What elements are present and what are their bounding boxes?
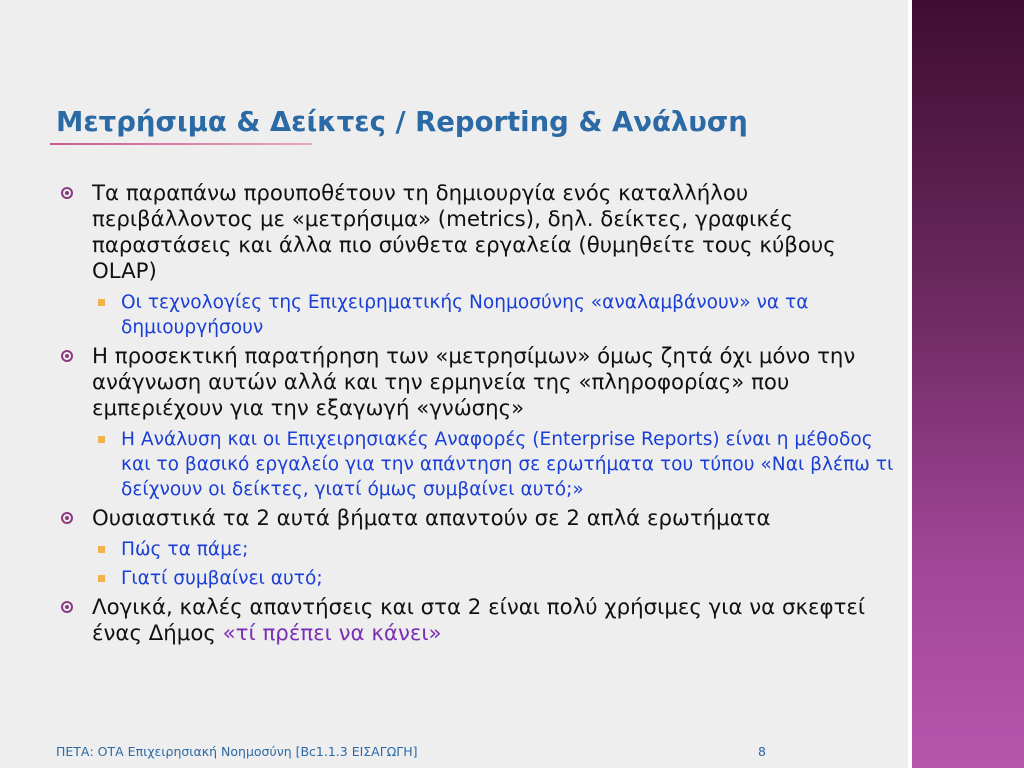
sub-bullet-item bbox=[56, 290, 896, 340]
square-bullet-icon bbox=[98, 299, 105, 306]
circle-bullet-icon bbox=[61, 512, 73, 524]
title-underline bbox=[50, 143, 312, 145]
sub-bullet-text: Η Ανάλυση και οι Επιχειρησιακές Αναφορές (Enterprise Reports) είναι η μέθοδος και το βασικό εργαλείο για την απάντηση σε ερωτήματα του τύπου «Ναι βλέπω τι δείχνουν οι δείκτες, γιατί όμως συμβαίνει αυτό;» bbox=[121, 429, 894, 500]
circle-bullet-icon bbox=[61, 350, 73, 362]
bullet-item bbox=[56, 181, 896, 285]
emphasis-text: «τί πρέπει να κάνει» bbox=[222, 621, 442, 646]
sub-bullet-item bbox=[56, 566, 896, 591]
bullet-item bbox=[56, 344, 896, 422]
sub-bullet-text: Οι τεχνολογίες της Επιχειρηματικής Νοημοσύνης «αναλαμβάνουν» να τα δημιουργήσουν bbox=[121, 292, 809, 338]
bullet-text: Η προσεκτική παρατήρηση των «μετρησίμων» όμως ζητά όχι μόνο την ανάγνωση αυτών αλλά και την ερμηνεία της «πληροφορίας» που εμπεριέχουν για την εξαγωγή «γνώσης» bbox=[92, 344, 856, 421]
bullet-item bbox=[56, 595, 896, 647]
sub-bullet-item bbox=[56, 537, 896, 562]
side-band-divider bbox=[908, 0, 912, 768]
bullet-text: Τα παραπάνω προυποθέτουν τη δημιουργία ενός καταλλήλου περιβάλλοντος με «μετρήσιμα» (metrics), δηλ. δείκτες, γραφικές παραστάσεις και άλλα πιο σύνθετα εργαλεία (θυμηθείτε τους κύβους OLAP) bbox=[92, 181, 836, 284]
circle-bullet-icon bbox=[61, 187, 73, 199]
bullet-item bbox=[56, 506, 896, 532]
bullet-text: Λογικά, καλές απαντήσεις και στα 2 είναι πολύ χρήσιμες για να σκεφτεί ένας Δήμος bbox=[92, 595, 866, 646]
slide-title: Μετρήσιμα & Δείκτες / Reporting & Ανάλυση bbox=[56, 106, 748, 138]
footer-text: ΠΕΤΑ: ΟΤΑ Επιχειρησιακή Νοημοσύνη [Bc1.1.3 ΕΙΣΑΓΩΓΗ] bbox=[56, 744, 418, 759]
page-number: 8 bbox=[758, 744, 766, 759]
bullet-text: Ουσιαστικά τα 2 αυτά βήματα απαντούν σε 2 απλά ερωτήματα bbox=[92, 506, 771, 531]
square-bullet-icon bbox=[98, 436, 105, 443]
square-bullet-icon bbox=[98, 575, 105, 582]
square-bullet-icon bbox=[98, 546, 105, 553]
circle-bullet-icon bbox=[61, 601, 73, 613]
slide-content bbox=[56, 181, 896, 652]
sub-bullet-text: Γιατί συμβαίνει αυτό; bbox=[121, 568, 323, 589]
sub-bullet-item bbox=[56, 427, 896, 502]
sub-bullet-text: Πώς τα πάμε; bbox=[121, 539, 249, 560]
decorative-side-band bbox=[912, 0, 1024, 768]
